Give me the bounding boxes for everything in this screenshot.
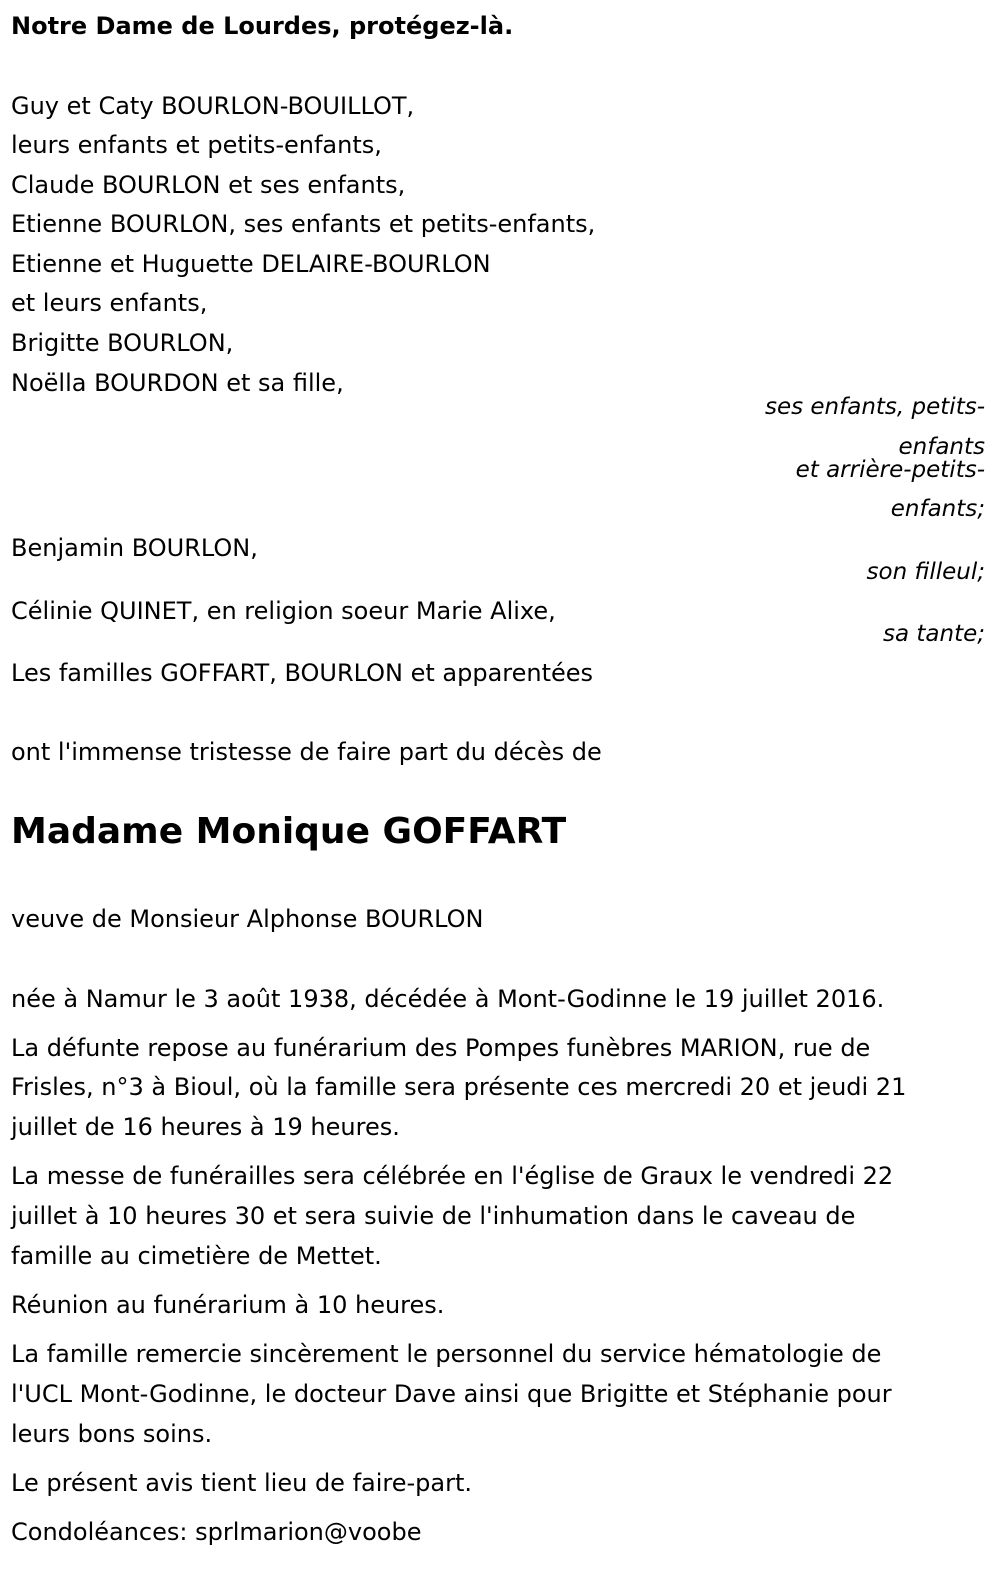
family-line: Etienne et Huguette DELAIRE-BOURLON	[11, 250, 491, 278]
family-line: leurs enfants et petits-enfants,	[11, 131, 382, 159]
birth-death-line: née à Namur le 3 août 1938, décédée à Mont-Godinne le 19 juillet 2016.	[11, 985, 885, 1013]
condolences-line: Condoléances: sprlmarion@voobe	[11, 1518, 422, 1546]
announcement-line: ont l'immense tristesse de faire part du décès de	[11, 738, 602, 766]
thanks-paragraph: l'UCL Mont-Godinne, le docteur Dave ainsi que Brigitte et Stéphanie pour	[11, 1380, 892, 1408]
relation-children-4: enfants;	[890, 496, 985, 522]
prayer-heading: Notre Dame de Lourdes, protégez-là.	[11, 12, 514, 40]
thanks-paragraph: La famille remercie sincèrement le personnel du service hématologie de	[11, 1340, 882, 1368]
family-line: et leurs enfants,	[11, 289, 208, 317]
family-line: Etienne BOURLON, ses enfants et petits-enfants,	[11, 210, 596, 238]
families-line: Les familles GOFFART, BOURLON et apparentées	[11, 659, 594, 687]
repose-paragraph: Frisles, n°3 à Bioul, où la famille sera présente ces mercredi 20 et jeudi 21	[11, 1073, 907, 1101]
thanks-paragraph: leurs bons soins.	[11, 1420, 213, 1448]
family-line: Noëlla BOURDON et sa fille,	[11, 369, 344, 397]
relation-aunt: sa tante;	[883, 621, 985, 647]
relation-children-1: ses enfants, petits-	[764, 394, 985, 420]
repose-paragraph: juillet de 16 heures à 19 heures.	[11, 1113, 400, 1141]
godson-name: Benjamin BOURLON,	[11, 534, 258, 562]
deceased-name: Madame Monique GOFFART	[11, 811, 567, 852]
relation-children-2: enfants	[898, 434, 985, 460]
relation-godson: son filleul;	[866, 559, 985, 585]
spouse-line: veuve de Monsieur Alphonse BOURLON	[11, 905, 484, 933]
mass-paragraph: juillet à 10 heures 30 et sera suivie de l'inhumation dans le caveau de	[11, 1202, 856, 1230]
relation-children-3: et arrière-petits-	[795, 457, 985, 483]
family-line: Guy et Caty BOURLON-BOUILLOT,	[11, 92, 415, 120]
family-line: Brigitte BOURLON,	[11, 329, 234, 357]
aunt-name: Célinie QUINET, en religion soeur Marie Alixe,	[11, 597, 556, 625]
notice-line: Le présent avis tient lieu de faire-part.	[11, 1469, 473, 1497]
repose-paragraph: La défunte repose au funérarium des Pompes funèbres MARION, rue de	[11, 1034, 871, 1062]
mass-paragraph: famille au cimetière de Mettet.	[11, 1242, 382, 1270]
family-line: Claude BOURLON et ses enfants,	[11, 171, 406, 199]
meeting-line: Réunion au funérarium à 10 heures.	[11, 1291, 445, 1319]
mass-paragraph: La messe de funérailles sera célébrée en l'église de Graux le vendredi 22	[11, 1162, 894, 1190]
